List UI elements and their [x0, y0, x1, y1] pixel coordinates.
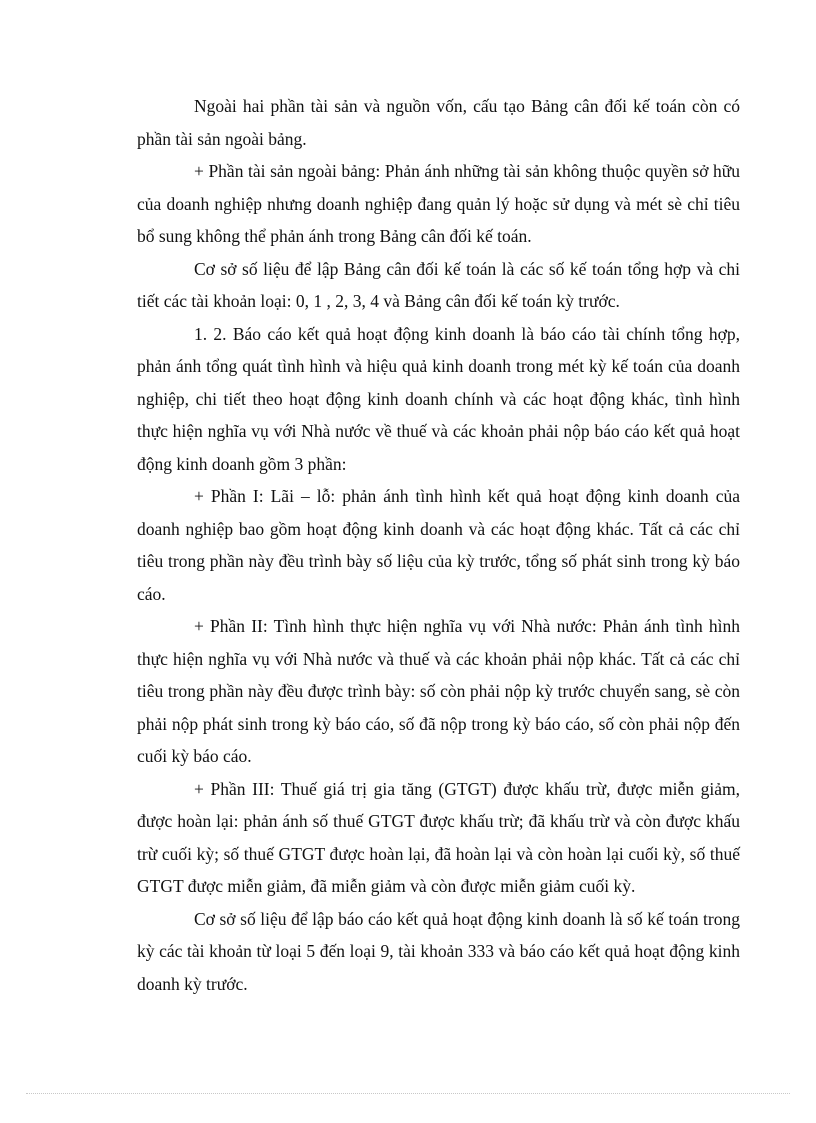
paragraph-part-two: + Phần II: Tình hình thực hiện nghĩa vụ với Nhà nước: Phản ánh tình hình thực hiện nghĩa vụ với Nhà nước và thuế và các khoản phải nộp khác. Tất cả các chỉ tiêu trong phần này đều được trình bày: số còn phải nộp kỳ trước chuyển sang, sè còn phải nộp phát sinh trong kỳ báo cáo, số đã nộp trong kỳ báo cáo, số còn phải nộp đến cuối kỳ báo cáo. [137, 616, 740, 766]
paragraph-off-balance-intro: Ngoài hai phần tài sản và nguồn vốn, cấu tạo Bảng cân đối kế toán còn có phần tài sản ngoài bảng. [137, 96, 740, 149]
body-text [137, 90, 740, 1000]
paragraph-income-statement-definition: 1. 2. Báo cáo kết quả hoạt động kinh doanh là báo cáo tài chính tổng hợp, phản ánh tổng quát tình hình và hiệu quả kinh doanh trong mét kỳ kế toán của doanh nghiệp, chi tiết theo hoạt động kinh doanh chính và các hoạt động khác, tình hình thực hiện nghĩa vụ với Nhà nước về thuế và các khoản phải nộp báo cáo kết quả hoạt động kinh doanh gồm 3 phần: [137, 323, 740, 474]
paragraph-income-statement-basis: Cơ sở số liệu để lập báo cáo kết quả hoạt động kinh doanh là số kế toán trong kỳ các tài khoản từ loại 5 đến loại 9, tài khoản 333 và báo cáo kết quả hoạt động kinh doanh kỳ trước. [137, 908, 740, 994]
page-bottom-divider [26, 1093, 790, 1094]
paragraph-balance-sheet-basis: Cơ sở số liệu để lập Bảng cân đối kế toán là các số kế toán tổng hợp và chi tiết các tài khoản loại: 0, 1 , 2, 3, 4 và Bảng cân đối kế toán kỳ trước. [137, 258, 740, 311]
paragraph-part-three: + Phần III: Thuế giá trị gia tăng (GTGT) được khấu trừ, được miễn giảm, được hoàn lại: phản ánh số thuế GTGT được khấu trừ; đã khấu trừ và còn được khấu trừ cuối kỳ; số thuế GTGT được hoàn lại, đã hoàn lại và còn hoàn lại cuối kỳ, số thuế GTGT được miễn giảm, đã miễn giảm và còn được miễn giảm cuối kỳ. [137, 778, 740, 896]
paragraph-part-one: + Phần I: Lãi – lỗ: phản ánh tình hình kết quả hoạt động kinh doanh của doanh nghiệp bao gồm hoạt động kinh doanh và các hoạt động khác. Tất cả các chỉ tiêu trong phần này đều trình bày số liệu của kỳ trước, tổng số phát sinh trong kỳ báo cáo. [137, 486, 740, 604]
paragraph-off-balance-assets: + Phần tài sản ngoài bảng: Phản ánh những tài sản không thuộc quyền sở hữu của doanh nghiệp nhưng doanh nghiệp đang quản lý hoặc sử dụng và mét sè chỉ tiêu bổ sung không thể phản ánh trong Bảng cân đối kế toán. [137, 161, 740, 246]
